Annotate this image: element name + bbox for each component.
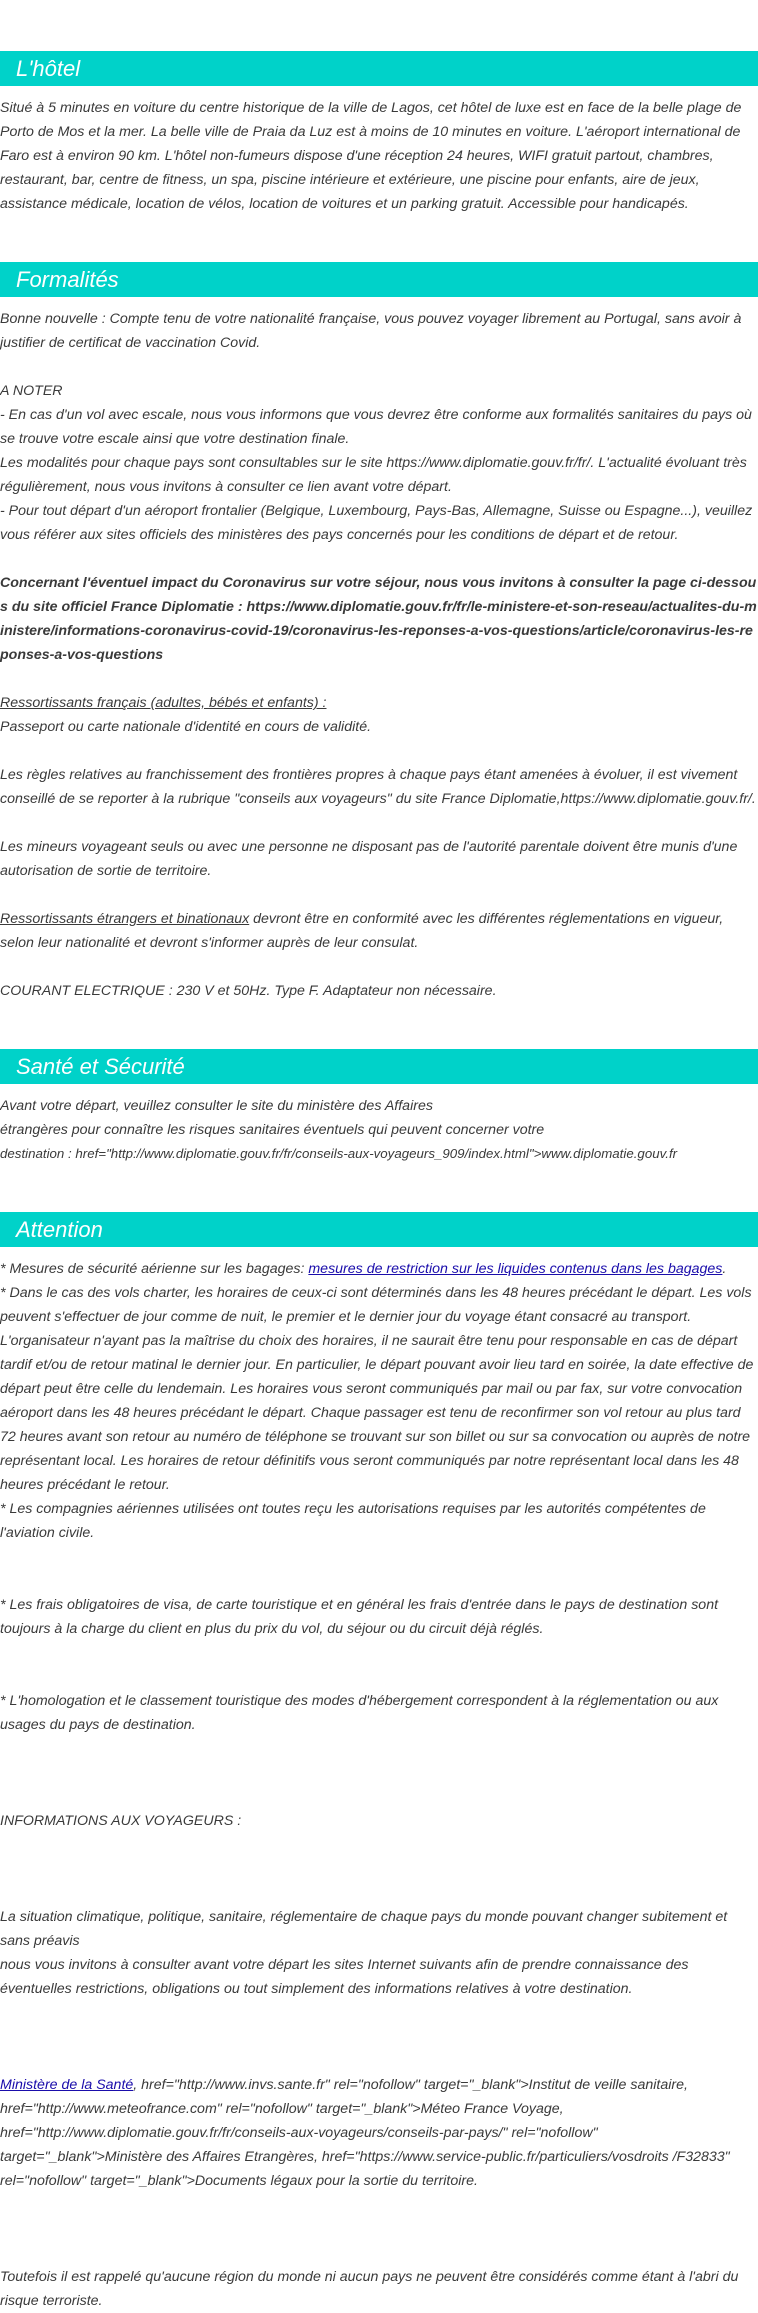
ministere-sante-link[interactable]: Ministère de la Santé xyxy=(0,2077,134,2093)
homologation-note: * L'homologation et le classement touristique des modes d'hébergement correspondent à la réglementation ou aux usages du pays de destination. xyxy=(0,1693,719,1733)
liens-utiles xyxy=(0,2073,758,2193)
regles-frontieres: Les règles relatives au franchissement des frontières propres à chaque pays étant amenées à évoluer, il est vivement conseillé de se reporter à la rubrique "conseils aux voyageurs" du site France Diplomatie,https://www.diplomatie.gouv.fr/. xyxy=(0,767,756,807)
hotel-header xyxy=(0,51,758,86)
mesures-prefix: * Mesures de sécurité aérienne sur les bagages: xyxy=(0,1261,309,1277)
modalites-note: Les modalités pour chaque pays sont consultables sur le site https://www.diplomatie.gouv.fr/fr/. L'actualité évoluant très régulièrement, nous vous invitons à consulter ce lien avant votre départ. xyxy=(0,455,747,495)
sante-section xyxy=(0,1049,758,1166)
ressortissants-francais-label: Ressortissants français (adultes, bébés et enfants) : xyxy=(0,695,327,711)
ressortissants-etrangers xyxy=(0,907,758,955)
sante-line-1: Avant votre départ, veuillez consulter le site du ministère des Affaires xyxy=(0,1098,433,1114)
hotel-description: Situé à 5 minutes en voiture du centre historique de la ville de Lagos, cet hôtel de luxe est en face de la belle plage de Porto de Mos et la mer. La belle ville de Praia da Luz est à moins de 10 minutes en voiture. L'aéroport international de Faro est à environ 90 km. L'hôtel non-fumeurs dispose d'une réception 24 heures, WIFI gratuit partout, chambres, restaurant, bar, centre de fitness, un spa, piscine intérieure et extérieure, une piscine pour enfants, aire de jeux, assistance médicale, location de vélos, location de voitures et un parking gratuit. Accessible pour handicapés. xyxy=(0,100,742,212)
attention-section xyxy=(0,1212,758,2313)
coronavirus-notice: Concernant l'éventuel impact du Coronavirus sur votre séjour, nous vous invitons à consulter la page ci-dessous du site officiel France Diplomatie : https://www.diplomatie.gouv.fr/fr/le-ministere-et-son-reseau/actualites-du-ministere/informations-coronavirus-covid-19/coronavirus-les-reponses-a-vos-questions/article/coronavirus-les-reponses-a-vos-questions xyxy=(0,575,757,663)
courant-electrique: COURANT ELECTRIQUE : 230 V et 50Hz. Type F. Adaptateur non nécessaire. xyxy=(0,983,497,999)
sante-line-2: étrangères pour connaître les risques sanitaires éventuels qui peuvent concerner votre xyxy=(0,1122,545,1138)
ressortissants-francais-text: Passeport ou carte nationale d'identité en cours de validité. xyxy=(0,719,372,735)
mesures-suffix: . xyxy=(722,1261,727,1277)
attention-title: Attention xyxy=(16,1216,103,1242)
frontalier-note: - Pour tout départ d'un aéroport frontalier (Belgique, Luxembourg, Pays-Bas, Allemagne, Suisse ou Espagne...), veuillez vous référer aux sites officiels des ministères des pays concernés pour les conditions de départ et de retour. xyxy=(0,503,753,543)
mineurs-note: Les mineurs voyageant seuls ou avec une personne ne disposant pas de l'autorité parentale doivent être munis d'une autorisation de sortie de territoire. xyxy=(0,839,738,879)
liquides-link[interactable]: mesures de restriction sur les liquides contenus dans les bagages xyxy=(308,1261,723,1277)
informations-voyageurs: INFORMATIONS AUX VOYAGEURS : xyxy=(0,1813,242,1829)
formalites-header xyxy=(0,262,758,297)
escale-note: - En cas d'un vol avec escale, nous vous informons que vous devrez être conforme aux formalités sanitaires du pays où se trouve votre escale ainsi que votre destination finale. xyxy=(0,407,752,447)
covid-paragraph: Bonne nouvelle : Compte tenu de votre nationalité française, vous pouvez voyager librement au Portugal, sans avoir à justifier de certificat de vaccination Covid. xyxy=(0,311,742,351)
vols-charter-note: * Dans le cas des vols charter, les horaires de ceux-ci sont déterminés dans les 48 heures précédant le départ. Les vols peuvent s'effectuer de jour comme de nuit, le premier et le dernier jour du voyage étant consacré au transport. L'organisateur n'ayant pas la maîtrise du choix des horaires, il ne saurait être tenu pour responsable en cas de départ tardif et/ou de retour matinal le dernier jour. En particulier, le départ pouvant avoir lieu tard en soirée, la date effective de départ peut être celle du lendemain. Les horaires vous seront communiqués par mail ou par fax, sur votre convocation aéroport dans les 48 heures précédant le départ. Chaque passager est tenu de reconfirmer son vol retour au plus tard 72 heures avant son retour au numéro de téléphone se trouvant sur son billet ou sur sa convocation ou auprès de notre représentant local. Les horaires de retour définitifs vous seront communiqués par notre représentant local dans les 48 heures précédant le retour. xyxy=(0,1285,754,1493)
mesures-securite xyxy=(0,1257,758,1281)
liens-utiles-text: , href="http://www.invs.sante.fr" rel="nofollow" target="_blank">Institut de veille sanitaire, href="http://www.meteofrance.com" rel="nofollow" target="_blank">Méteo France Voyage, href="http://www.diplomatie.gouv.fr/fr/conseils-aux-voyageurs/conseils-par-pays/" rel="nofollow" target="_blank">Ministère des Affaires Etrangères, href="https://www.service-public.fr/particuliers/vosdroits /F32833" rel="nofollow" target="_blank">Documents légaux pour la sortie du territoire. xyxy=(0,2077,730,2189)
sante-line-3: destination : href="http://www.diplomatie.gouv.fr/fr/conseils-aux-voyageurs_909/index.html">www.diplomatie.gouv.fr xyxy=(0,1146,678,1161)
situation-line-1: La situation climatique, politique, sanitaire, réglementaire de chaque pays du monde pouvant changer subitement et sans préavis xyxy=(0,1909,728,1949)
sante-header xyxy=(0,1049,758,1084)
compagnies-note: * Les compagnies aériennes utilisées ont toutes reçu les autorisations requises par les autorités compétentes de l'aviation civile. xyxy=(0,1501,706,1541)
attention-header xyxy=(0,1212,758,1247)
a-noter-label: A NOTER xyxy=(0,383,63,399)
situation-line-2: nous vous invitons à consulter avant votre départ les sites Internet suivants afin de prendre connaissance des éventuelles restrictions, obligations ou tout simplement des informations relatives à votre destination. xyxy=(0,1957,689,1997)
frais-note: * Les frais obligatoires de visa, de carte touristique et en général les frais d'entrée dans le pays de destination sont toujours à la charge du client en plus du prix du vol, du séjour ou du circuit déjà réglés. xyxy=(0,1597,719,1637)
hotel-title: L'hôtel xyxy=(16,55,81,81)
hotel-section xyxy=(0,51,758,216)
formalites-section xyxy=(0,262,758,1003)
formalites-title: Formalités xyxy=(16,266,119,292)
terrorisme-note: Toutefois il est rappelé qu'aucune région du monde ni aucun pays ne peuvent être considérés comme étant à l'abri du risque terroriste. xyxy=(0,2269,739,2309)
ressortissants-etrangers-label: Ressortissants étrangers et binationaux xyxy=(0,911,250,927)
sante-title: Santé et Sécurité xyxy=(16,1053,185,1079)
ressortissants-etrangers-text: devront être en conformité avec les différentes réglementations en vigueur, selon leur nationalité et devront s'informer auprès de leur consulat. xyxy=(0,911,724,951)
